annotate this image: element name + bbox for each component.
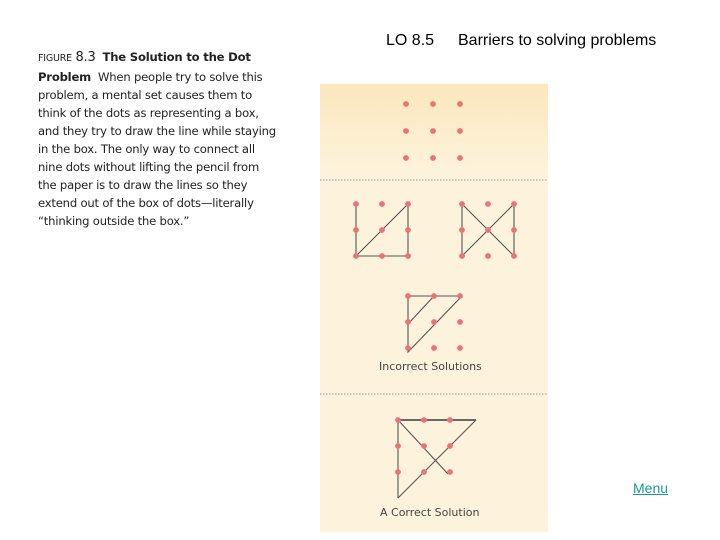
dot-problem-figure xyxy=(320,84,548,532)
correct-dot xyxy=(421,417,427,423)
incorrect-3-dot xyxy=(405,345,411,351)
figure-number: 8.3 xyxy=(75,50,96,65)
incorrect-1-dot xyxy=(379,201,385,207)
correct-dot xyxy=(395,469,401,475)
figure-background xyxy=(320,84,548,532)
incorrect-1-dot xyxy=(405,201,411,207)
correct-dot xyxy=(421,443,427,449)
incorrect-2-dot xyxy=(459,201,465,207)
correct-dot xyxy=(447,443,453,449)
incorrect-3-dot xyxy=(457,319,463,325)
incorrect-3-dot xyxy=(457,345,463,351)
incorrect-2-dot xyxy=(485,227,491,233)
problem-dot xyxy=(457,101,463,107)
incorrect-2-dot xyxy=(511,201,517,207)
figure-label: FIGURE xyxy=(38,53,72,64)
problem-dot xyxy=(430,155,436,161)
slide-title: Barriers to solving problems xyxy=(458,32,657,49)
incorrect-2-dot xyxy=(511,227,517,233)
incorrect-1-dot xyxy=(405,227,411,233)
incorrect-1-dot xyxy=(405,253,411,259)
incorrect-1-dot xyxy=(353,253,359,259)
correct-dot xyxy=(447,417,453,423)
figure-title: The Solution to the Dot Problem xyxy=(38,50,251,84)
incorrect-solutions-label: Incorrect Solutions xyxy=(379,360,482,373)
incorrect-1-dot xyxy=(353,201,359,207)
incorrect-3-dot xyxy=(405,319,411,325)
problem-dot xyxy=(430,128,436,134)
incorrect-3-dot xyxy=(405,293,411,299)
incorrect-2-dot xyxy=(459,253,465,259)
correct-dot xyxy=(395,443,401,449)
correct-dot xyxy=(395,417,401,423)
menu-link[interactable]: Menu xyxy=(633,480,669,496)
incorrect-3-dot xyxy=(457,293,463,299)
incorrect-3-dot xyxy=(431,345,437,351)
incorrect-1-dot xyxy=(353,227,359,233)
problem-dot xyxy=(457,128,463,134)
problem-dot xyxy=(403,128,409,134)
problem-dot xyxy=(457,155,463,161)
incorrect-2-dot xyxy=(485,201,491,207)
incorrect-2-dot xyxy=(459,227,465,233)
problem-dot xyxy=(403,101,409,107)
correct-solution-label: A Correct Solution xyxy=(380,506,480,519)
incorrect-2-dot xyxy=(511,253,517,259)
lo-number: LO 8.5 xyxy=(386,32,435,49)
problem-dot xyxy=(403,155,409,161)
figure-body: When people try to solve this problem, a mental set causes them to think of the dots as representing a box, and they try to draw the line while staying in the box. The only way to connect all nine dots without lifting the pencil from the paper is to draw the lines so they extend out of the box of dots—literally “thinking outside the box.” xyxy=(38,70,276,228)
incorrect-3-dot xyxy=(431,293,437,299)
incorrect-3-dot xyxy=(431,319,437,325)
correct-dot xyxy=(421,469,427,475)
figure-caption xyxy=(38,48,280,230)
incorrect-1-dot xyxy=(379,253,385,259)
incorrect-2-dot xyxy=(485,253,491,259)
correct-dot xyxy=(447,469,453,475)
slide-header xyxy=(386,32,656,50)
problem-dot xyxy=(430,101,436,107)
incorrect-1-dot xyxy=(379,227,385,233)
